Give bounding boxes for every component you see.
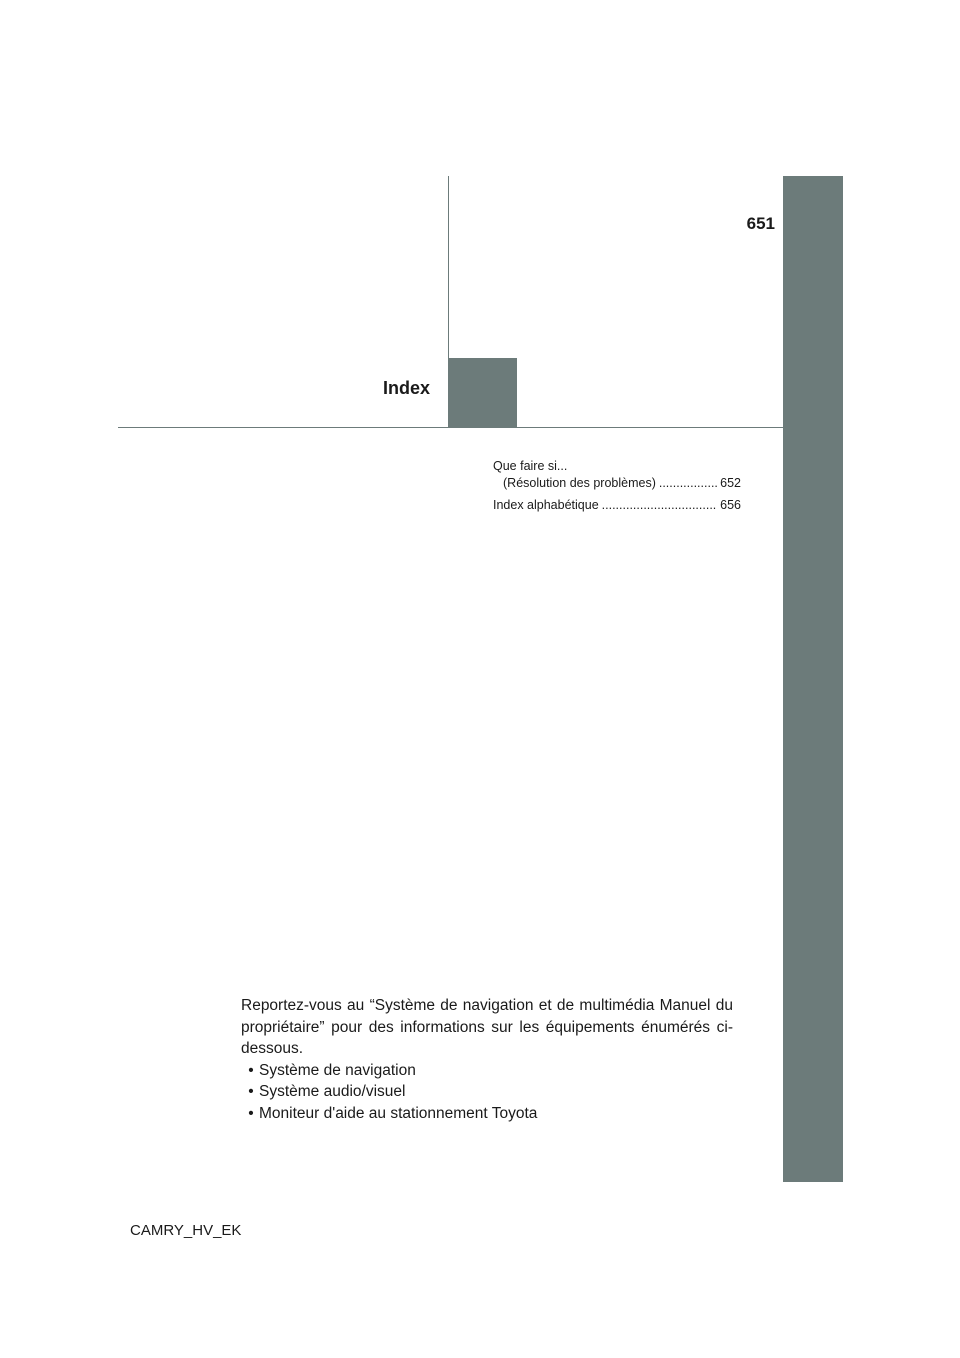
section-marker-block <box>448 358 517 427</box>
toc-entry-troubleshooting[interactable] <box>493 458 741 492</box>
list-item: • Système de navigation <box>241 1060 733 1082</box>
toc-leader-dots <box>659 475 717 492</box>
toc-page-number: 652 <box>720 476 741 490</box>
bullet-icon: • <box>248 1104 254 1122</box>
table-of-contents <box>493 458 741 519</box>
document-code: CAMRY_HV_EK <box>130 1222 242 1239</box>
toc-entry-subtitle: (Résolution des problèmes) <box>503 476 656 490</box>
toc-entry-alphabetical-index[interactable] <box>493 497 741 514</box>
note-paragraph: Reportez-vous au “Système de navigation et de multimédia Manuel du propriétaire” pour des informations sur les équipements énumérés ci-dessous. <box>241 997 733 1057</box>
page-number: 651 <box>746 214 775 233</box>
toc-entry-title: Index alphabétique <box>493 498 599 512</box>
list-item: • Système audio/visuel <box>241 1081 733 1103</box>
section-title: Index <box>382 378 430 398</box>
reference-note <box>241 995 733 1124</box>
equipment-list <box>241 1060 733 1125</box>
toc-page-number: 656 <box>720 498 741 512</box>
horizontal-divider <box>118 427 783 428</box>
list-item: • Moniteur d'aide au stationnement Toyota <box>241 1103 733 1125</box>
toc-leader-dots <box>602 497 717 514</box>
chapter-side-tab <box>783 176 843 1182</box>
bullet-icon: • <box>248 1061 254 1079</box>
toc-entry-title: Que faire si... <box>493 459 568 473</box>
bullet-icon: • <box>248 1083 254 1100</box>
